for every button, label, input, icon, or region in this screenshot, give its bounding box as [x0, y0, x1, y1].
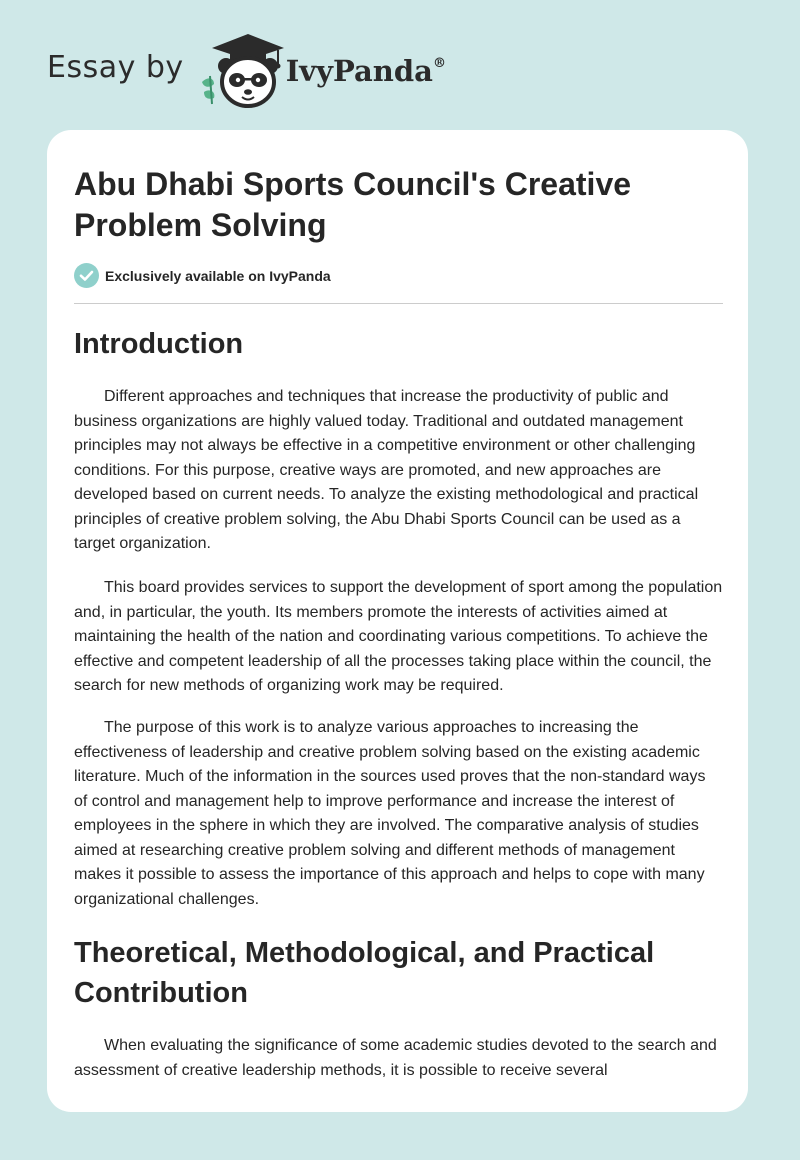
- section-heading-contribution: Theoretical, Methodological, and Practical Contribution: [74, 937, 655, 1009]
- paragraph: When evaluating the significance of some academic studies devoted to the search and assessment of creative leadership methods, it is possible to receive several: [74, 1037, 717, 1079]
- exclusive-text: Exclusively available on IvyPanda: [105, 267, 331, 284]
- paragraph: The purpose of this work is to analyze various approaches to increasing the effectiveness of leadership and creative problem solving based on the existing academic literature. Much of the information in the sources used proves that the non-standard ways of control and management help to improve performance and increase the interest of employees in the sphere in which they are involved. The comparative analysis of studies aimed at researching creative problem solving and different methods of management makes it possible to assess the importance of this approach and helps to cope with many organizational challenges.: [74, 719, 706, 908]
- brand-header[interactable]: [47, 30, 446, 110]
- paragraph: Different approaches and techniques that increase the productivity of public and business organizations are highly valued today. Traditional and outdated management principles may not always be effective in a competitive environment or other challenging conditions. For this purpose, creative ways are promoted, and new approaches are developed based on current needs. To analyze the existing methodological and practical principles of creative problem solving, the Abu Dhabi Sports Council can be used as a target organization.: [74, 388, 699, 552]
- brand-prefix: Essay by: [47, 49, 184, 85]
- brand-name: IvyPanda®: [285, 54, 446, 88]
- article-title: Abu Dhabi Sports Council's Creative Problem Solving: [74, 166, 632, 243]
- check-circle-icon: [74, 263, 99, 288]
- exclusive-badge: [74, 263, 331, 288]
- panda-logo-icon: [198, 30, 286, 110]
- paragraph: This board provides services to support the development of sport among the population and, in particular, the youth. Its members promote the interests of activities aimed at maintaining the health of the nation and coordinating various competitions. To achieve the effective and competent leadership of all the processes taking place within the council, the search for new methods of organizing work may be required.: [74, 579, 723, 694]
- article-card: [47, 130, 748, 1112]
- section-heading-introduction: Introduction: [74, 328, 244, 360]
- divider: [74, 303, 723, 304]
